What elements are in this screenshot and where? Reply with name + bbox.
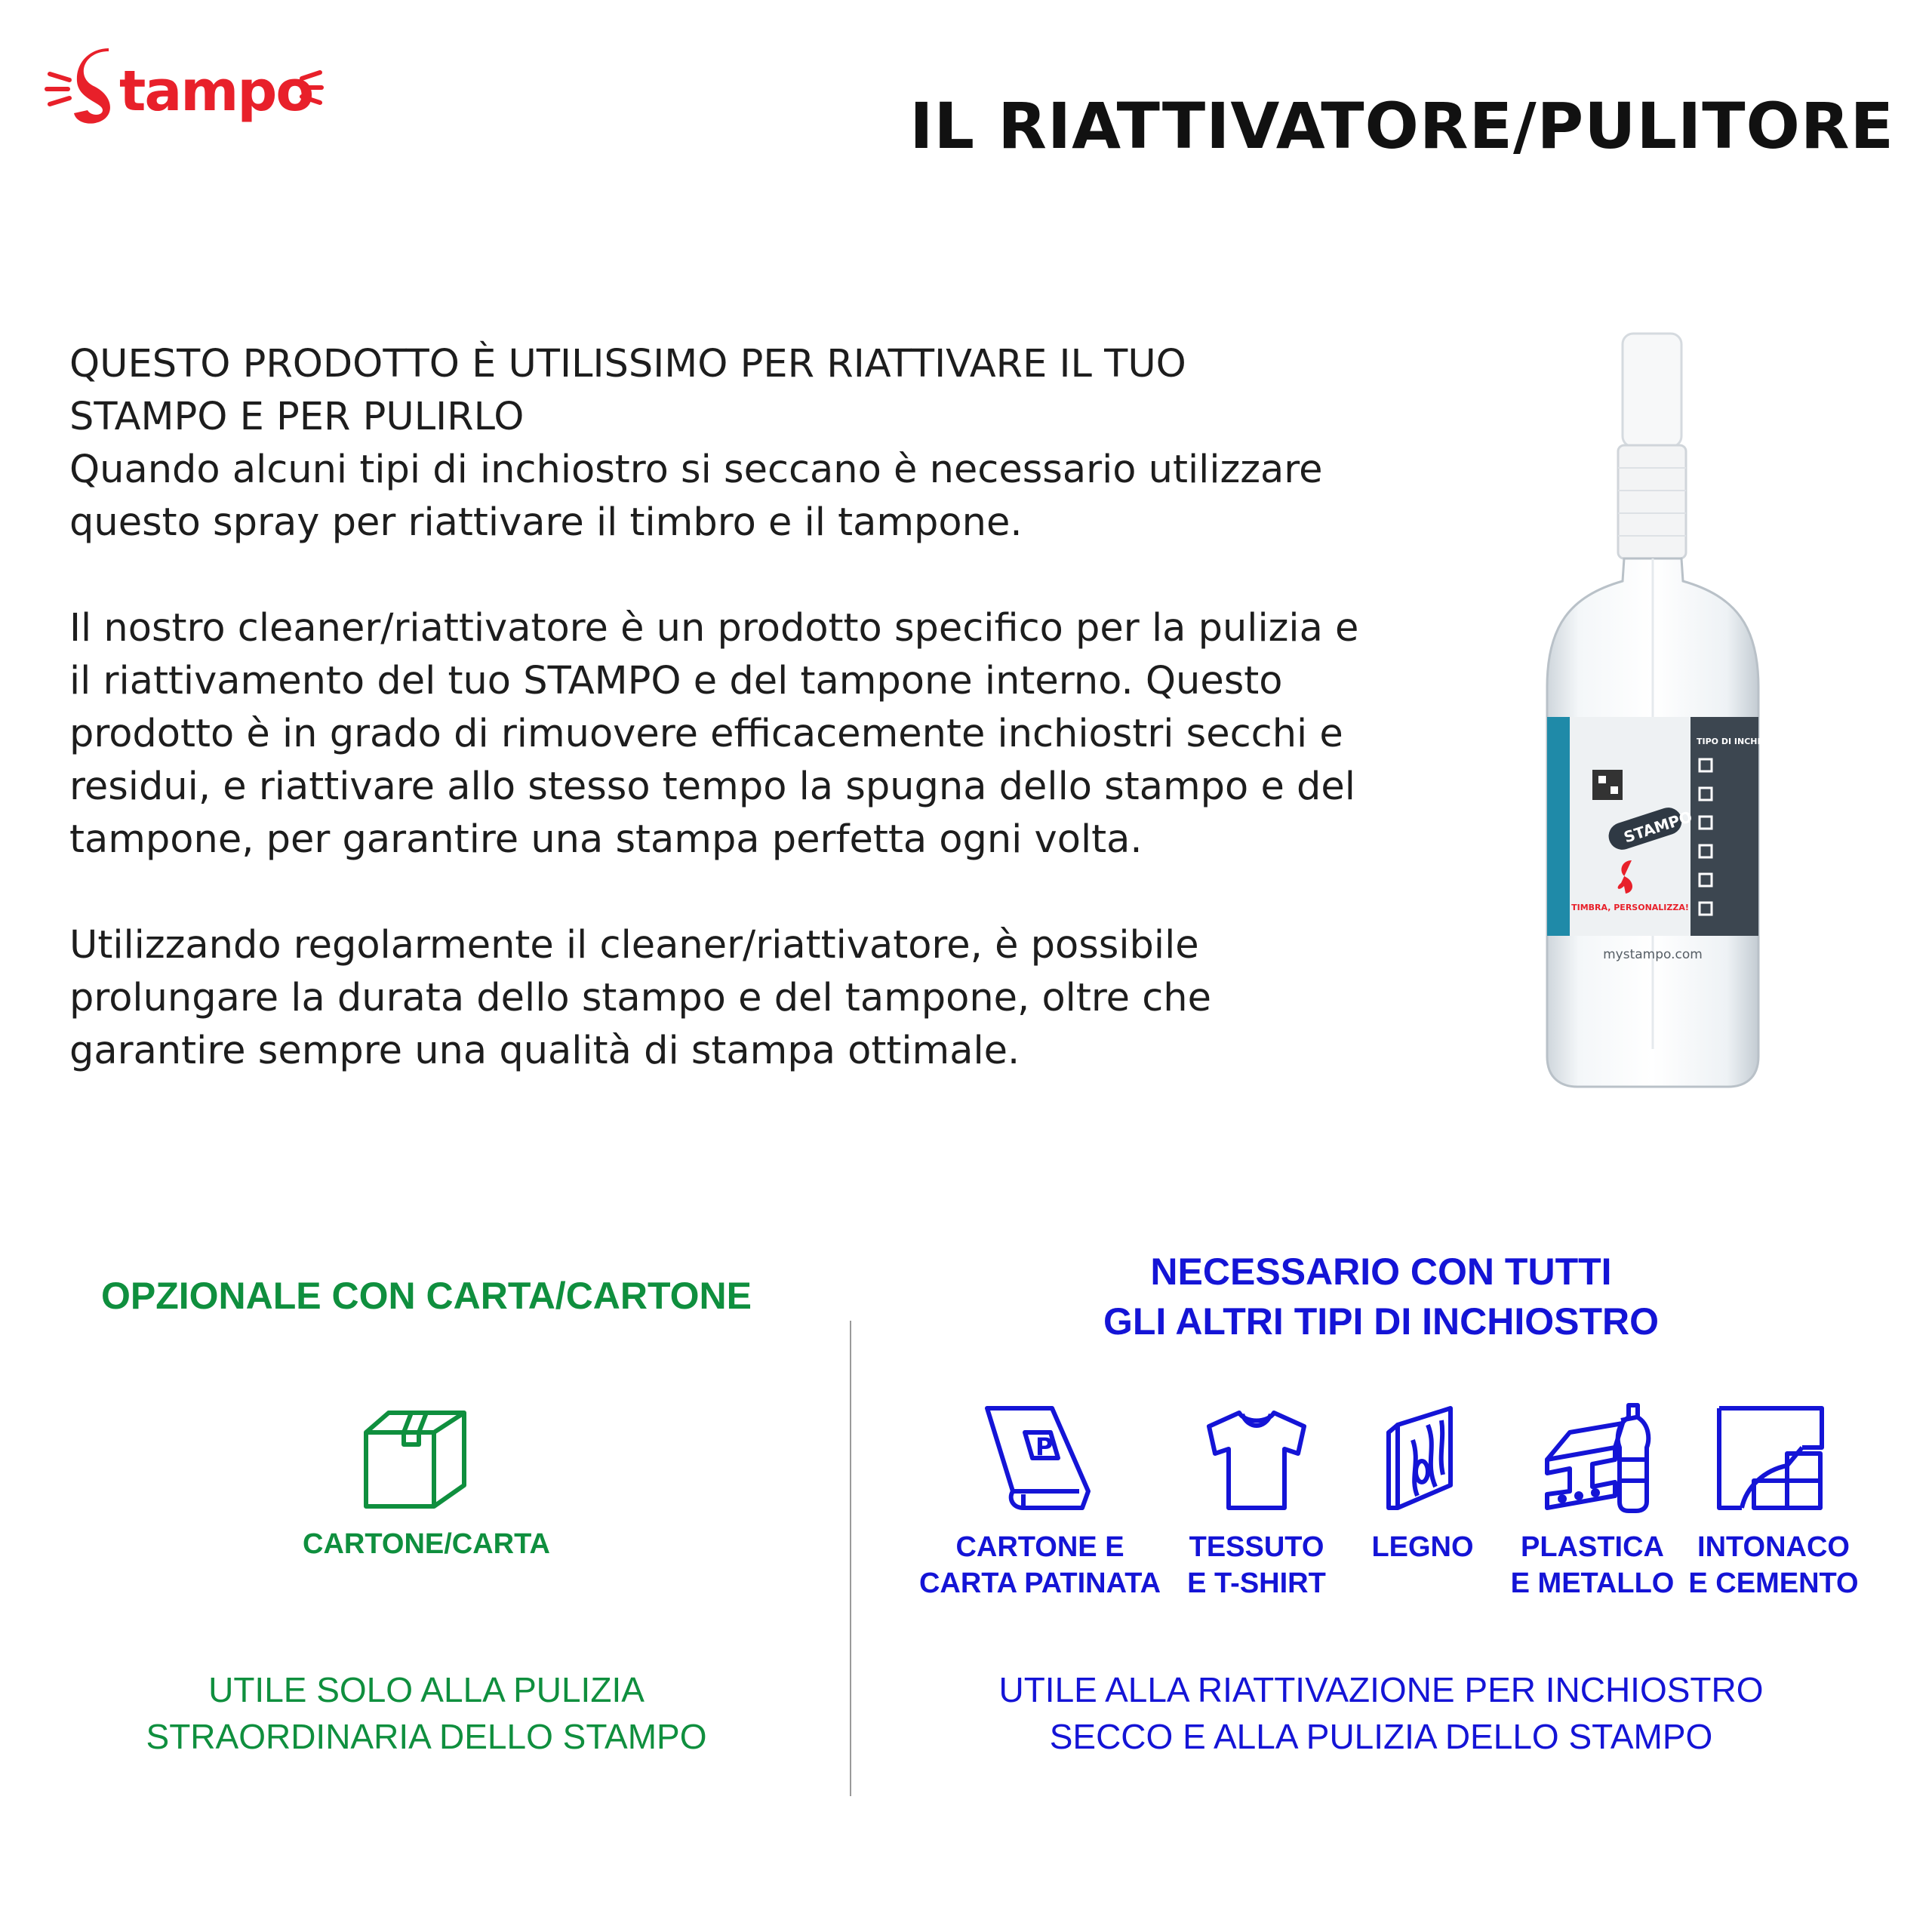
bottle-label-tagline: TIMBRA, PERSONALIZZA!	[1571, 903, 1689, 912]
section-divider	[850, 1321, 851, 1796]
label-line: E METALLO	[1510, 1567, 1675, 1599]
text-line: tampone, per garantire una stampa perfetta ogni volta.	[69, 817, 1143, 862]
required-note	[974, 1666, 1789, 1760]
description-paragraph	[69, 602, 1413, 866]
text-line: garantire sempre una qualità di stampa ottimale.	[69, 1029, 1020, 1073]
tshirt-label	[1181, 1529, 1332, 1601]
label-line: LEGNO	[1371, 1531, 1474, 1563]
logo-wordmark: tampo	[119, 59, 313, 124]
label-line: INTONACO	[1697, 1531, 1850, 1563]
bottle-label-side: TIPO DI INCHIOSTRO	[1697, 737, 1793, 746]
required-heading	[981, 1247, 1781, 1346]
bottle-label-site: mystampo.com	[1603, 947, 1703, 962]
text-line: Il nostro cleaner/riattivatore è un prodotto specifico per la pulizia e	[69, 606, 1359, 651]
text-line: Utilizzando regolarmente il cleaner/riattivatore, è possibile	[69, 923, 1199, 968]
note-line: SECCO E ALLA PULIZIA DELLO STAMPO	[1049, 1717, 1713, 1756]
description-paragraph	[69, 919, 1413, 1078]
plaster-cement-icon	[1712, 1402, 1825, 1515]
text-line: prodotto è in grado di rimuovere efficacemente inchiostri secchi e	[69, 712, 1343, 756]
wood-label	[1343, 1529, 1502, 1565]
description	[69, 338, 1413, 1131]
text-line: QUESTO PRODOTTO È UTILISSIMO PER RIATTIVARE IL TUO	[69, 342, 1186, 386]
heading-line: NECESSARIO CON TUTTI	[1150, 1251, 1612, 1293]
bottle-label-brand: STAMPO	[1621, 807, 1695, 847]
plaster-cement-label	[1683, 1529, 1864, 1601]
page-title: IL RIATTIVATORE/PULITORE	[909, 89, 1894, 163]
note-line: UTILE ALLA RIATTIVAZIONE PER INCHIOSTRO	[998, 1670, 1764, 1709]
wood-icon	[1367, 1402, 1481, 1515]
stampo-logo	[44, 38, 323, 132]
text-line: questo spray per riattivare il timbro e il tampone.	[69, 500, 1023, 545]
box-icon	[358, 1402, 472, 1515]
optional-heading: OPZIONALE CON CARTA/CARTONE	[100, 1275, 752, 1317]
optional-note	[45, 1666, 808, 1760]
text-line: residui, e riattivare allo stesso tempo la spugna dello stampo e del	[69, 764, 1355, 809]
spray-bottle-image	[1540, 332, 1793, 1094]
coated-paper-icon	[983, 1402, 1096, 1515]
label-line: E T-SHIRT	[1187, 1567, 1326, 1599]
coated-paper-label	[906, 1529, 1174, 1601]
text-line: STAMPO E PER PULIRLO	[69, 395, 525, 439]
note-line: STRAORDINARIA DELLO STAMPO	[146, 1717, 707, 1756]
description-paragraph	[69, 338, 1413, 549]
heading-line: GLI ALTRI TIPI DI INCHIOSTRO	[1103, 1300, 1660, 1343]
plastic-metal-label	[1502, 1529, 1683, 1601]
label-line: CARTA PATINATA	[918, 1567, 1161, 1599]
label-line: E CEMENTO	[1688, 1567, 1859, 1599]
label-line: PLASTICA	[1521, 1531, 1664, 1563]
label-line: TESSUTO	[1189, 1531, 1324, 1563]
plastic-metal-icon	[1540, 1402, 1653, 1515]
text-line: Quando alcuni tipi di inchiostro si seccano è necessario utilizzare	[69, 448, 1323, 492]
box-label: CARTONE/CARTA	[303, 1528, 550, 1560]
tshirt-icon	[1200, 1402, 1313, 1515]
text-line: il riattivamento del tuo STAMPO e del tampone interno. Questo	[69, 659, 1283, 703]
note-line: UTILE SOLO ALLA PULIZIA	[208, 1670, 645, 1709]
label-line: CARTONE E	[955, 1531, 1124, 1563]
coated-paper-glyph: P	[1035, 1432, 1054, 1461]
text-line: prolungare la durata dello stampo e del tampone, oltre che	[69, 976, 1211, 1020]
